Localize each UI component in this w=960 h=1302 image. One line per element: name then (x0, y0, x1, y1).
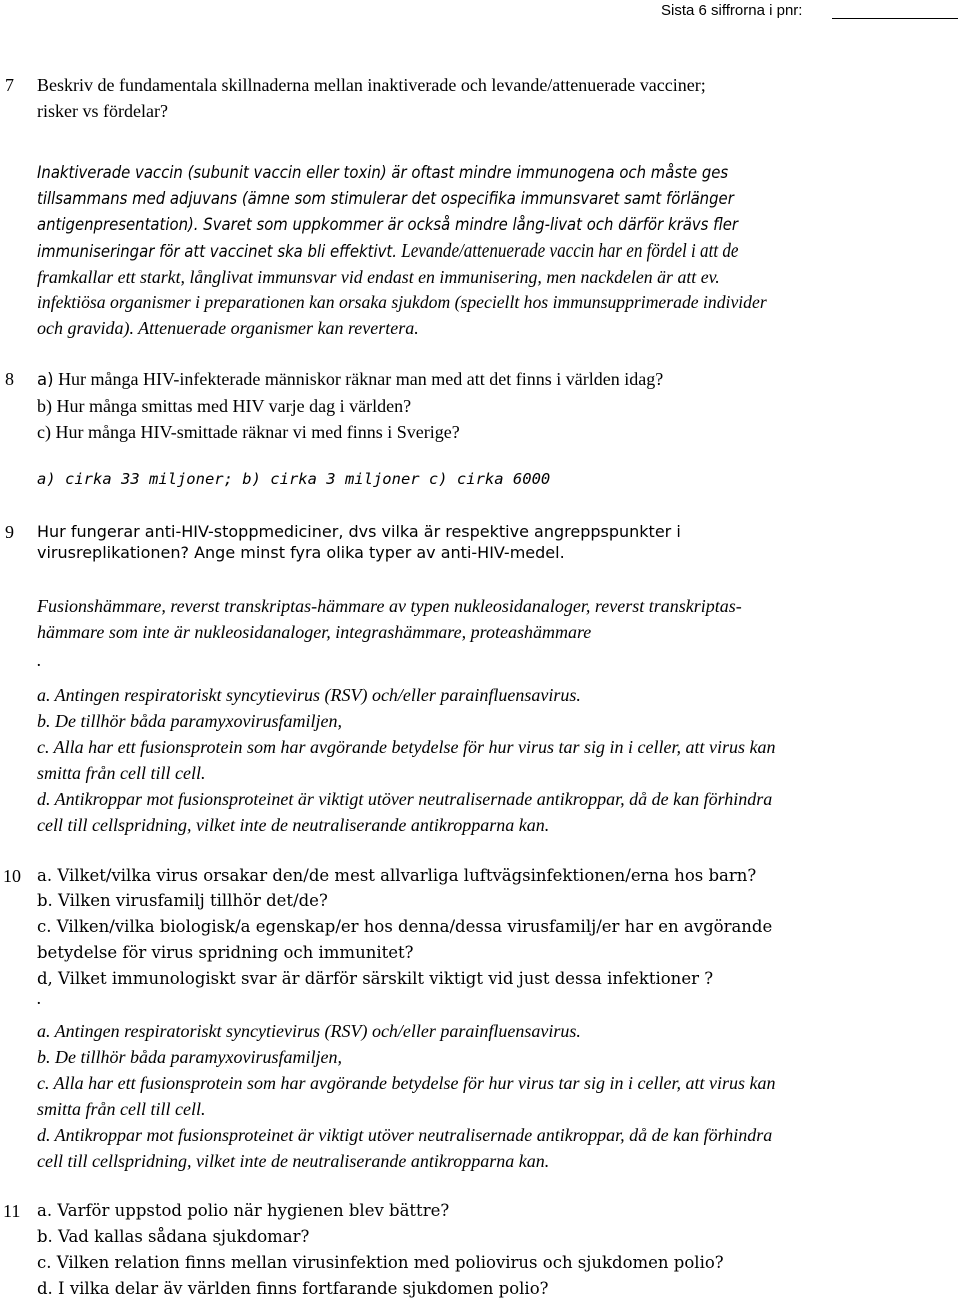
q7-answer-line-6: infektiösa organismer i preparationen kan orsaka sjukdom (speciellt hos immunsupprimerade individer (37, 292, 767, 312)
q8-question-a: Hur många HIV-infekterade människor räknar man med att det finns i världen idag? (53, 369, 664, 389)
q9-answer-line-2: hämmare som inte är nukleosidanaloger, integrashämmare, proteashämmare (37, 622, 592, 642)
q9-dot: . (37, 650, 42, 670)
q7-answer-line-4b: Levande/attenuerade vaccin har en fördel i att de (396, 241, 739, 262)
q8-a-prefix: a) (37, 370, 54, 389)
q9-extra-line-5: d. Antikroppar mot fusionsproteinet är viktigt utöver neutralisernade antikroppar, då de kan förhindra (37, 789, 773, 809)
q7-answer-line-3: antigenpresentation). Svaret som uppkommer är också mindre lång-livat och därför krävs fler (37, 215, 738, 235)
q8-question-c: c) Hur många HIV-smittade räknar vi med finns i Sverige? (37, 422, 460, 442)
q8-question-b: b) Hur många smittas med HIV varje dag i världen? (37, 396, 412, 416)
q10-answer-line-1: a. Antingen respiratoriskt syncytievirus (RSV) och/eller parainfluensavirus. (37, 1021, 581, 1041)
q7-question-line-1: Beskriv de fundamentala skillnaderna mellan inaktiverade och levande/attenuerade vacciner; (37, 75, 706, 95)
q7-answer-line-1: Inaktiverade vaccin (subunit vaccin eller toxin) är oftast mindre immunogena och måste ges (37, 163, 729, 183)
q8-answer: a) cirka 33 miljoner; b) cirka 3 miljoner c) cirka 6000 (37, 470, 551, 488)
q10-answer-line-4: smitta från cell till cell. (37, 1099, 206, 1119)
q10-answer-line-3: c. Alla har ett fusionsprotein som har avgörande betydelse för hur virus tar sig in i celler, att virus kan (37, 1073, 776, 1093)
q7-answer-line-5: framkallar ett starkt, långlivat immunsvar vid endast en immunisering, men nackdelen är att ev. (37, 267, 720, 287)
question-number-9: 9 (5, 522, 14, 542)
q10-answer-line-2: b. De tillhör båda paramyxovirusfamiljen, (37, 1047, 342, 1067)
q10-answer-line-6: cell till cellspridning, vilket inte de neutraliserande antikropparna kan. (37, 1151, 550, 1171)
question-number-10: 10 (3, 866, 21, 886)
q9-extra-line-2: b. De tillhör båda paramyxovirusfamiljen, (37, 711, 342, 731)
q7-answer-line-4a: immuniseringar för att vaccinet ska bli effektivt. (37, 242, 397, 262)
q10-question-line-2: b. Vilken virusfamilj tillhör det/de? (37, 891, 328, 910)
q10-answer-line-5: d. Antikroppar mot fusionsproteinet är viktigt utöver neutralisernade antikroppar, då de kan förhindra (37, 1125, 773, 1145)
q10-question-line-4: betydelse för virus spridning och immunitet? (37, 943, 414, 962)
q9-extra-line-4: smitta från cell till cell. (37, 763, 206, 783)
q9-extra-line-1: a. Antingen respiratoriskt syncytievirus (RSV) och/eller parainfluensavirus. (37, 685, 581, 705)
q11-question-line-3: c. Vilken relation finns mellan virusinfektion med poliovirus och sjukdomen polio? (37, 1253, 724, 1272)
q9-extra-line-3: c. Alla har ett fusionsprotein som har avgörande betydelse för hur virus tar sig in i celler, att virus kan (37, 737, 776, 757)
question-number-11: 11 (3, 1201, 21, 1221)
q7-answer-line-2: tillsammans med adjuvans (ämne som stimulerar det ospecifika immunsvaret samt förlänger (37, 189, 734, 209)
q10-question-line-1: a. Vilket/vilka virus orsakar den/de mest allvarliga luftvägsinfektionen/erna hos barn? (37, 866, 757, 885)
q9-question-line-1: Hur fungerar anti-HIV-stoppmediciner, dvs vilka är respektive angreppspunkter i (37, 522, 681, 541)
q11-question-line-2: b. Vad kallas sådana sjukdomar? (37, 1227, 310, 1246)
student-id-field-line[interactable] (832, 18, 958, 19)
q10-dot: . (37, 988, 42, 1008)
q10-question-line-3: c. Vilken/vilka biologisk/a egenskap/er hos denna/dessa virusfamilj/er har en avgörande (37, 917, 773, 936)
question-number-7: 7 (5, 75, 14, 95)
question-number-8: 8 (5, 369, 14, 389)
q11-question-line-1: a. Varför uppstod polio när hygienen blev bättre? (37, 1201, 450, 1220)
q9-question-line-2: virusreplikationen? Ange minst fyra olika typer av anti-HIV-medel. (37, 543, 565, 562)
q9-answer-line-1: Fusionshämmare, reverst transkriptas-hämmare av typen nukleosidanaloger, reverst transkriptas- (37, 596, 742, 616)
q7-question-line-2: risker vs fördelar? (37, 101, 168, 121)
q10-question-line-5: d, Vilket immunologiskt svar är därför särskilt viktigt vid just dessa infektioner ? (37, 969, 714, 988)
student-id-label: Sista 6 siffrorna i pnr: (661, 2, 803, 19)
q9-extra-line-6: cell till cellspridning, vilket inte de neutraliserande antikropparna kan. (37, 815, 550, 835)
q11-question-line-4: d. I vilka delar äv världen finns fortfarande sjukdomen polio? (37, 1279, 549, 1298)
q7-answer-line-7: och gravida). Attenuerade organismer kan revertera. (37, 318, 419, 338)
